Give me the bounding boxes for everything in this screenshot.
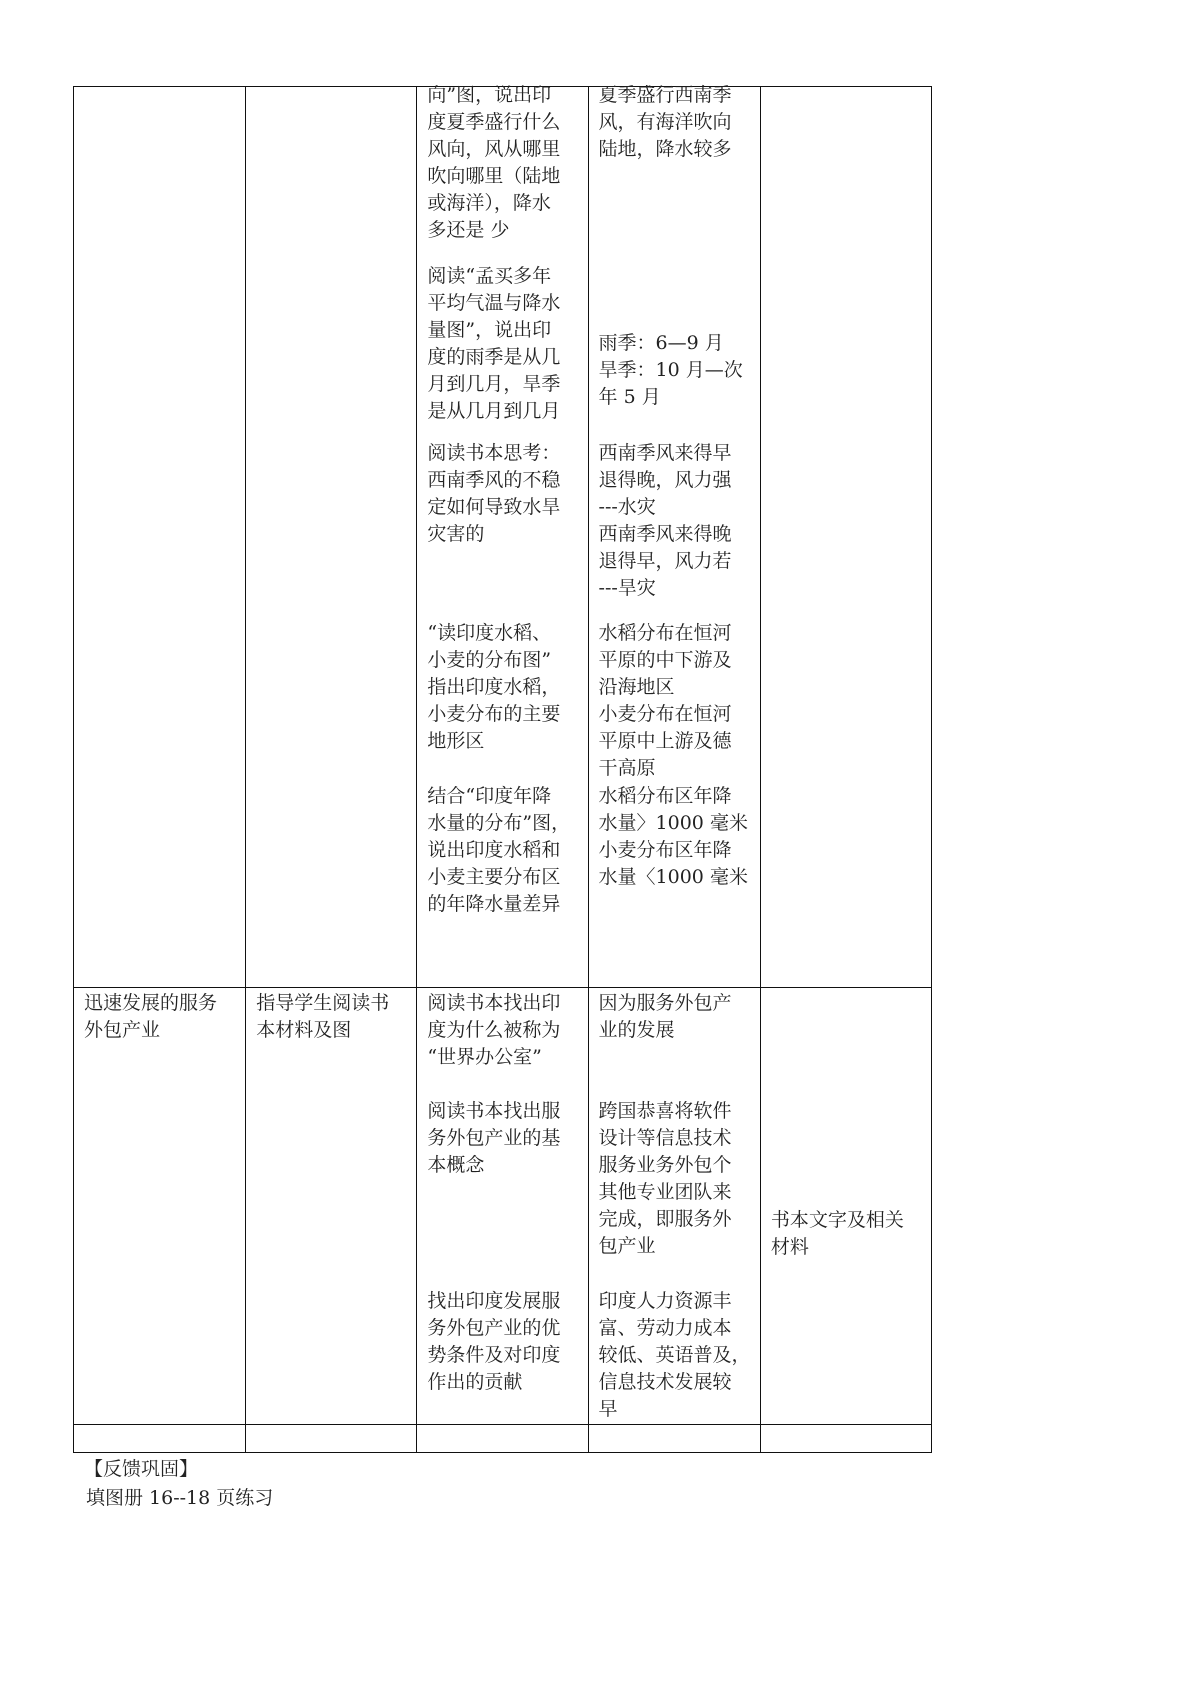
table-cell-resource [760,988,931,1425]
activity-text: 阅读“孟买多年 平均气温与降水 量图”，说出印 度的雨季是从几 月到几月，旱季 是从几月到几月 [427,265,561,422]
feedback-heading: 【反馈巩固】 [84,1458,199,1480]
answer-text: 因为服务外包产 业的发展 [598,992,732,1041]
answer-text: 水稻分布区年降 水量〉1000 毫米 小麦分布区年降 水量〈1000 毫米 [598,785,748,888]
table-cell-activity [417,84,588,988]
answer-text: 印度人力资源丰 富、劳动力成本 较低、英语普及， 信息技术发展较 早 [598,1290,751,1420]
table-cell [417,1425,588,1453]
table-row [74,988,932,1425]
answer-text: 水稻分布在恒河 平原的中下游及 沿海地区 小麦分布在恒河 平原中上游及德 干高原 [598,622,732,779]
table-cell [760,87,931,988]
activity-text: 阅读书本找出服 务外包产业的基 本概念 [427,1100,561,1176]
answer-text: 雨季：6—9 月 旱季：10 月—次 年 5 月 [598,332,743,408]
feedback-text: 填图册 16--18 页练习 [86,1487,274,1509]
table-cell [588,1425,760,1453]
table-row [74,1425,932,1453]
table-cell-answer [588,84,760,988]
resource-text: 书本文字及相关 材料 [770,1209,904,1258]
table-row [74,87,932,988]
table-cell [760,1425,931,1453]
table-cell-activity [417,988,588,1425]
table-cell-answer [588,988,760,1425]
activity-text: 结合“印度年降 水量的分布”图， 说出印度水稻和 小麦主要分布区 的年降水量差异 [427,785,571,915]
activity-text: “读印度水稻、 小麦的分布图” 指出印度水稻， 小麦分布的主要 地形区 [427,622,561,752]
answer-text: 西南季风来得早 退得晚，风力强 ---水灾 西南季风来得晚 退得早，风力若 ---旱灾 [598,442,732,599]
table-cell [74,87,246,988]
table-cell [74,1425,246,1453]
topic-text: 迅速发展的服务 外包产业 [84,992,218,1041]
teacher-activity-text: 指导学生阅读书 本材料及图 [256,992,390,1041]
table-cell [246,87,417,988]
activity-text: 阅读书本思考： 西南季风的不稳 定如何导致水旱 灾害的 [427,442,561,545]
activity-text: 向”图，说出印 度夏季盛行什么 风向，风从哪里 吹向哪里（陆地 或海洋），降水 多还是 少 [427,84,561,241]
activity-text: 找出印度发展服 务外包产业的优 势条件及对印度 作出的贡献 [427,1290,561,1393]
table-cell-teacher [246,988,417,1425]
answer-text: 跨国恭喜将软件 设计等信息技术 服务业务外包个 其他专业团队来 完成，即服务外 包产业 [598,1100,732,1257]
table-cell [246,1425,417,1453]
activity-text: 阅读书本找出印 度为什么被称为 “世界办公室” [427,992,561,1068]
answer-text: 夏季盛行西南季 风，有海洋吹向 陆地，降水较多 [598,84,732,160]
lesson-plan-table [73,86,932,1453]
table-cell-topic [74,988,246,1425]
